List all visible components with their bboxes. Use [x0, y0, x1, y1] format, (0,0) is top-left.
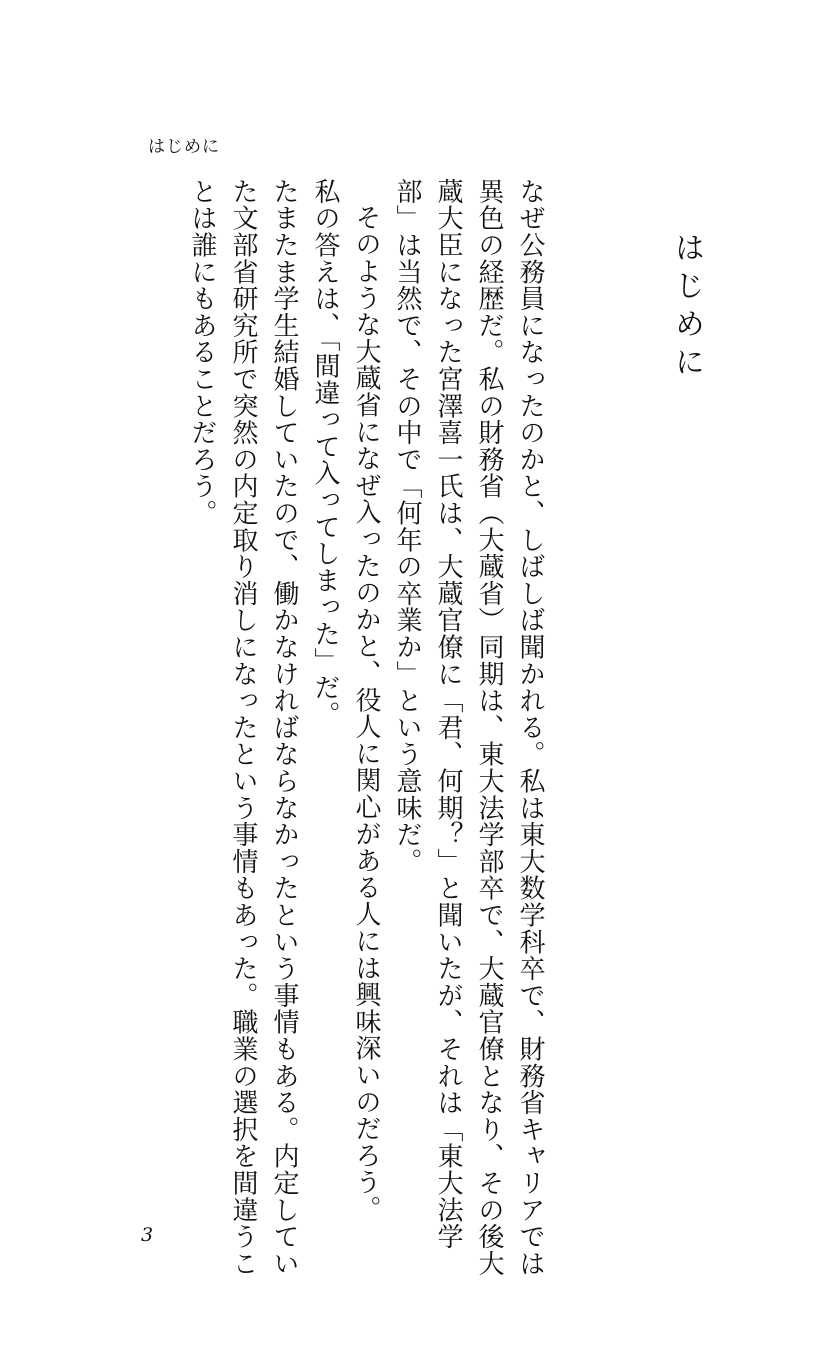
- body-text: [110, 178, 550, 1278]
- running-head: はじめに: [148, 137, 220, 157]
- paragraph-3: 私の答えは、「間違って入ってしまった」だ。: [310, 178, 340, 728]
- chapter-title: はじめに: [669, 232, 704, 384]
- paragraph-2: そのような大蔵省になぜ入ったのかと、役人に関心がある人には興味深いのだろう。: [351, 204, 381, 1223]
- paragraph-1: なぜ公務員になったのかと、しばしば聞かれる。私は東大数学科卒で、財務省キャリアでは異色の経歴だ。私の財務省（大蔵省）同期は、東大法学部卒で、大蔵官僚となり、その後大蔵大臣になった宮澤喜一氏は、大蔵官僚に「君、何期？」と聞いたが、それは「東大法学部」は当然で、その中で「何年の卒業か」という意味だ。: [392, 178, 545, 1277]
- paragraph-4: たまたま学生結婚していたので、働かなければならなかったという事情もある。内定していた文部省研究所で突然の内定取り消しになったという事情もあった。職業の選択を間違うことは誰にもあることだろう。: [187, 178, 299, 1277]
- page-number: 3: [141, 1224, 154, 1246]
